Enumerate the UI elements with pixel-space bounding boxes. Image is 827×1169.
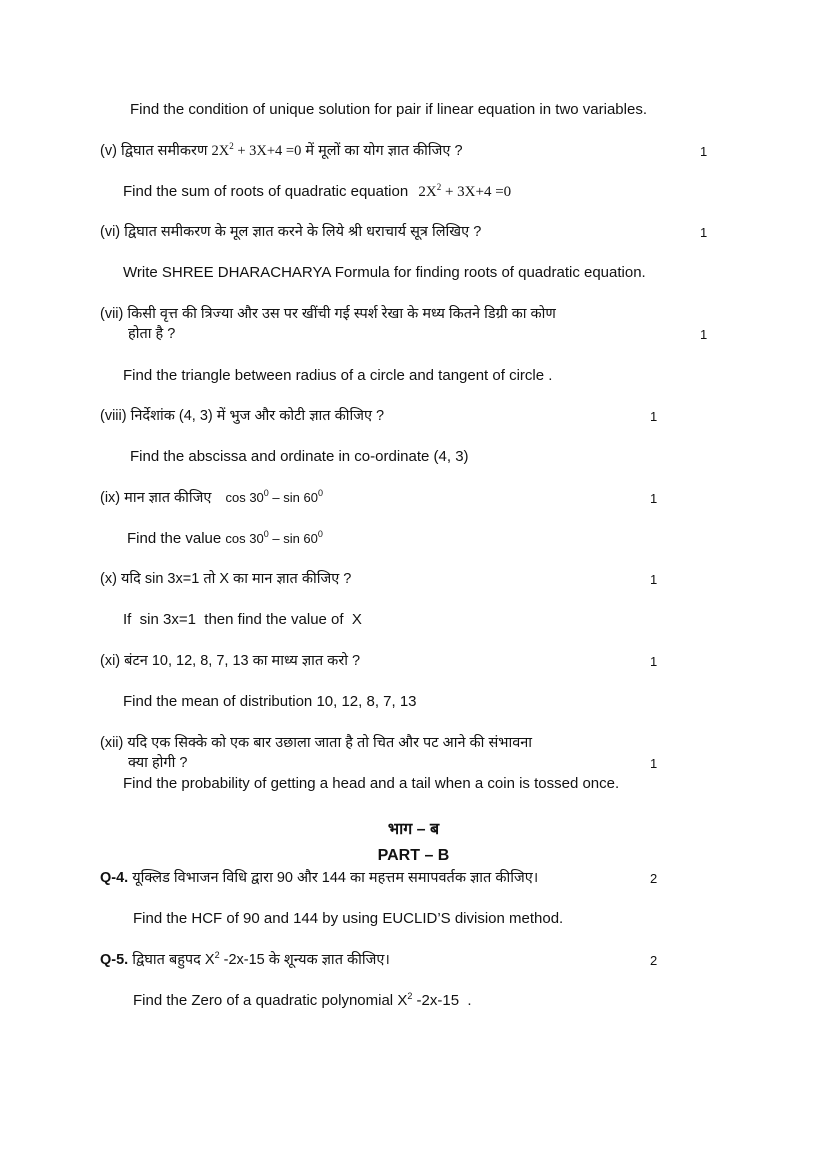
question-vi-hindi bbox=[100, 222, 481, 242]
question-number: (viii) bbox=[100, 408, 127, 424]
question-xi-en: Find the mean of distribution 10, 12, 8, 7, 13 bbox=[123, 693, 417, 710]
poly-part: -2x-15 bbox=[412, 992, 460, 1009]
equation bbox=[211, 143, 301, 159]
eq-part: + 3X+4 =0 bbox=[441, 184, 512, 200]
hindi-text: बंटन 10, 12, 8, 7, 13 का माध्य ज्ञात करो ? bbox=[124, 653, 361, 669]
hindi-text: निर्देशांक (4, 3) में भुज और कोटी ज्ञात कीजिए ? bbox=[130, 408, 385, 424]
question-vii-hindi bbox=[100, 304, 556, 324]
degree: 0 bbox=[263, 488, 269, 498]
english-text: . bbox=[459, 992, 472, 1009]
eq-part: + 3X+4 =0 bbox=[233, 143, 302, 159]
question-number: Q-5. bbox=[100, 952, 129, 968]
hindi-text: तो X का मान ज्ञात कीजिए ? bbox=[203, 571, 352, 587]
poly-part: X bbox=[397, 992, 408, 1009]
question-number: (vii) bbox=[100, 306, 124, 322]
poly-part: -2x-15 bbox=[219, 952, 265, 968]
question-number: (v) bbox=[100, 143, 117, 159]
exponent: 2 bbox=[214, 950, 220, 960]
question-5-hindi bbox=[100, 950, 390, 970]
question-number: Q-4. bbox=[100, 870, 129, 886]
question-xii-hindi-cont: क्या होगी ? bbox=[128, 755, 188, 771]
exponent: 2 bbox=[229, 141, 234, 151]
eq-part: 2X bbox=[211, 143, 230, 159]
question-xii-en: Find the probability of getting a head and a tail when a coin is tossed once. bbox=[123, 775, 620, 792]
question-x-hindi bbox=[100, 569, 351, 589]
question-4-hindi bbox=[100, 868, 538, 888]
question-5-en bbox=[133, 991, 472, 1011]
marks: 1 bbox=[650, 491, 658, 506]
poly-part: X bbox=[204, 952, 215, 968]
hindi-text: द्विघात समीकरण के मूल ज्ञात करने के लिये श्री धराचार्य सूत्र लिखिए ? bbox=[124, 224, 482, 240]
expression bbox=[225, 490, 323, 505]
marks: 1 bbox=[700, 225, 708, 240]
question-vi-en: Write SHREE DHARACHARYA Formula for finding roots of quadratic equation. bbox=[123, 264, 646, 281]
hindi-text: द्विघात बहुपद bbox=[132, 952, 201, 968]
hindi-text: यूक्लिड विभाजन विधि द्वारा 90 और 144 का महत्तम समापवर्तक ज्ञात कीजिए। bbox=[132, 870, 539, 886]
intro-question-en: Find the condition of unique solution for pair if linear equation in two variables. bbox=[130, 101, 647, 118]
question-number: (xii) bbox=[100, 735, 124, 751]
equation bbox=[418, 184, 511, 200]
equation: sin 3x=1 bbox=[144, 571, 200, 587]
question-v-hindi bbox=[100, 141, 463, 161]
hindi-text: मान ज्ञात कीजिए bbox=[124, 490, 212, 506]
question-viii-en: Find the abscissa and ordinate in co-ordinate (4, 3) bbox=[130, 448, 469, 465]
question-xii-hindi bbox=[100, 733, 532, 753]
marks: 1 bbox=[700, 144, 708, 159]
polynomial bbox=[205, 952, 265, 968]
marks: 1 bbox=[650, 409, 658, 424]
marks: 1 bbox=[650, 572, 658, 587]
eq-part: 2X bbox=[418, 184, 437, 200]
english-text: Find the Zero of a quadratic polynomial bbox=[133, 992, 394, 1009]
exponent: 2 bbox=[436, 182, 442, 192]
hindi-text: यदि bbox=[120, 571, 141, 587]
question-number: (ix) bbox=[100, 490, 121, 506]
question-number: (vi) bbox=[100, 224, 121, 240]
exponent: 2 bbox=[407, 991, 413, 1001]
question-number: (xi) bbox=[100, 653, 121, 669]
hindi-text: के शून्यक ज्ञात कीजिए। bbox=[268, 952, 390, 968]
marks: 1 bbox=[700, 327, 708, 342]
hindi-text: किसी वृत्त की त्रिज्या और उस पर खींची गई स्पर्श रेखा के मध्य कितने डिग्री का कोण bbox=[127, 306, 556, 322]
question-x-en: If sin 3x=1 then find the value of X bbox=[123, 611, 362, 628]
degree: 0 bbox=[263, 529, 269, 539]
hindi-text: में मूलों का योग ज्ञात कीजिए ? bbox=[305, 143, 463, 159]
marks: 2 bbox=[650, 871, 658, 886]
question-ix-en bbox=[127, 529, 323, 549]
english-text: Find the sum of roots of quadratic equation bbox=[123, 183, 409, 200]
hindi-text: द्विघात समीकरण bbox=[120, 143, 208, 159]
expression bbox=[225, 531, 323, 546]
expr-part: cos 30 bbox=[225, 490, 264, 505]
marks: 1 bbox=[650, 756, 658, 771]
degree: 0 bbox=[317, 529, 323, 539]
marks: 1 bbox=[650, 654, 658, 669]
question-vii-en: Find the triangle between radius of a circle and tangent of circle . bbox=[123, 367, 553, 384]
expr-part: – sin 60 bbox=[268, 490, 318, 505]
section-heading-hindi: भाग – ब bbox=[387, 821, 440, 838]
question-xi-hindi bbox=[100, 651, 360, 671]
hindi-text: यदि एक सिक्के को एक बार उछाला जाता है तो चित और पट आने की संभावना bbox=[127, 735, 533, 751]
expr-part: cos 30 bbox=[225, 531, 264, 546]
question-vii-hindi-cont: होता है ? bbox=[128, 326, 176, 342]
expr-part: – sin 60 bbox=[268, 531, 318, 546]
marks: 2 bbox=[650, 953, 658, 968]
section-heading-en: PART – B bbox=[377, 847, 450, 864]
question-v-en bbox=[123, 182, 511, 202]
question-viii-hindi bbox=[100, 406, 384, 426]
english-text: Find the value bbox=[127, 530, 222, 547]
degree: 0 bbox=[317, 488, 323, 498]
question-number: (x) bbox=[100, 571, 117, 587]
question-ix-hindi bbox=[100, 488, 323, 508]
question-4-en: Find the HCF of 90 and 144 by using EUCLID’S division method. bbox=[133, 910, 564, 927]
